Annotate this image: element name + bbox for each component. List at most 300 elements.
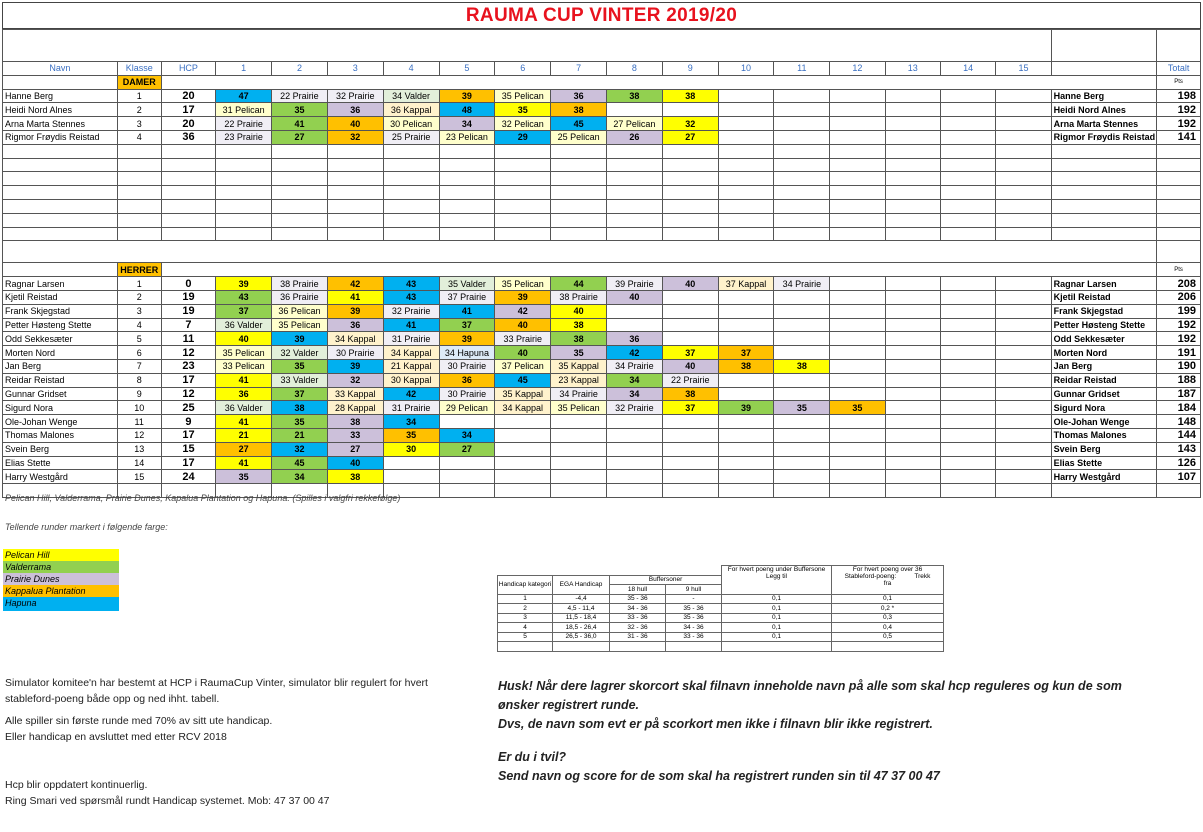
round-score: 40 <box>495 318 551 332</box>
round-empty <box>940 103 995 117</box>
score-table <box>2 29 1201 498</box>
empty-cell <box>3 144 118 158</box>
player-hcp: 12 <box>161 387 216 401</box>
round-score: 34 Kappal <box>327 332 383 346</box>
round-score: 32 <box>327 373 383 387</box>
round-empty <box>885 470 940 484</box>
ref-cell: 0,1 <box>722 623 832 633</box>
round-score: 34 Prairie <box>551 387 607 401</box>
round-empty <box>607 456 663 470</box>
round-score: 25 Pelican <box>551 130 607 144</box>
empty-cell <box>996 484 1051 498</box>
round-empty <box>607 304 663 318</box>
empty-cell <box>885 158 940 172</box>
round-empty <box>718 103 774 117</box>
round-score: 36 Valder <box>216 401 272 415</box>
round-score: 35 <box>830 401 885 415</box>
empty-cell <box>774 484 830 498</box>
empty-cell <box>774 158 830 172</box>
empty-cell <box>607 144 663 158</box>
ref-cell: 35 - 36 <box>666 613 722 623</box>
total-name: Frank Skjegstad <box>1051 304 1157 318</box>
reminder-line-2: ønsker registrert runde. <box>498 698 640 712</box>
round-empty <box>774 346 830 360</box>
empty-cell <box>662 484 718 498</box>
empty-cell <box>718 199 774 213</box>
empty-cell <box>1157 199 1201 213</box>
total-points: 126 <box>1157 456 1201 470</box>
empty-cell <box>996 199 1051 213</box>
spacer-cell <box>3 30 1052 62</box>
ref-cell: 33 - 36 <box>610 613 666 623</box>
player-hcp: 24 <box>161 470 216 484</box>
round-empty <box>774 470 830 484</box>
round-score: 37 <box>216 304 272 318</box>
round-empty <box>885 373 940 387</box>
empty-cell <box>161 213 216 227</box>
empty-cell <box>718 172 774 186</box>
round-score: 40 <box>327 117 383 131</box>
round-score: 30 Kappal <box>383 373 439 387</box>
round-empty <box>885 103 940 117</box>
empty-cell <box>830 484 885 498</box>
total-name: Petter Høsteng Stette <box>1051 318 1157 332</box>
round-score: 38 Prairie <box>551 290 607 304</box>
round-score: 27 <box>439 442 495 456</box>
empty-cell <box>272 172 328 186</box>
round-empty <box>718 470 774 484</box>
round-empty <box>662 428 718 442</box>
round-score: 39 Prairie <box>607 277 663 291</box>
empty-cell <box>1051 144 1157 158</box>
empty-cell <box>495 199 551 213</box>
round-score: 42 <box>383 387 439 401</box>
empty-cell <box>495 484 551 498</box>
round-empty <box>830 442 885 456</box>
round-score: 31 Prairie <box>383 401 439 415</box>
empty-cell <box>1051 227 1157 241</box>
empty-cell <box>161 172 216 186</box>
total-name: Rigmor Frøydis Reistad <box>1051 130 1157 144</box>
total-name: Morten Nord <box>1051 346 1157 360</box>
empty-cell <box>117 213 161 227</box>
round-score: 42 <box>495 304 551 318</box>
ref-empty <box>498 642 553 652</box>
course-color-legend <box>3 549 119 611</box>
round-empty <box>718 442 774 456</box>
round-score: 21 Kappal <box>383 359 439 373</box>
empty-cell <box>383 213 439 227</box>
rule-contact: Ring Smari ved spørsmål rundt Handicap systemet. Mob: 47 37 00 47 <box>5 795 330 807</box>
round-score: 35 <box>551 346 607 360</box>
gap-cell <box>1157 241 1201 263</box>
round-score: 33 Pelican <box>216 359 272 373</box>
player-row <box>3 442 1201 456</box>
empty-cell <box>885 484 940 498</box>
round-empty <box>996 442 1051 456</box>
round-score: 41 <box>216 373 272 387</box>
round-empty <box>662 470 718 484</box>
round-empty <box>996 117 1051 131</box>
player-name: Gunnar Gridset <box>3 387 118 401</box>
round-empty <box>940 290 995 304</box>
player-klasse: 3 <box>117 117 161 131</box>
total-points: 192 <box>1157 117 1201 131</box>
total-points: 188 <box>1157 373 1201 387</box>
round-empty <box>774 456 830 470</box>
round-score: 31 Prairie <box>383 332 439 346</box>
round-empty <box>940 456 995 470</box>
empty-cell <box>117 199 161 213</box>
empty-cell <box>662 158 718 172</box>
player-klasse: 13 <box>117 442 161 456</box>
player-name: Rigmor Frøydis Reistad <box>3 130 118 144</box>
empty-cell <box>551 484 607 498</box>
round-score: 39 <box>718 401 774 415</box>
ref-cell: -4,4 <box>553 594 610 604</box>
total-name: Heidi Nord Alnes <box>1051 103 1157 117</box>
ref-empty <box>553 642 610 652</box>
empty-cell <box>327 199 383 213</box>
empty-cell <box>940 213 995 227</box>
round-score: 30 Pelican <box>383 117 439 131</box>
round-empty <box>830 470 885 484</box>
player-name: Arna Marta Stennes <box>3 117 118 131</box>
empty-cell <box>3 199 118 213</box>
round-score: 48 <box>439 103 495 117</box>
header-klasse: Klasse <box>117 62 161 76</box>
round-score: 37 <box>662 401 718 415</box>
round-score: 34 <box>439 117 495 131</box>
total-name: Svein Berg <box>1051 442 1157 456</box>
empty-cell <box>383 227 439 241</box>
total-points: 198 <box>1157 89 1201 103</box>
empty-cell <box>830 158 885 172</box>
player-row <box>3 387 1201 401</box>
total-name: Ragnar Larsen <box>1051 277 1157 291</box>
empty-cell <box>940 158 995 172</box>
total-name: Gunnar Gridset <box>1051 387 1157 401</box>
round-empty <box>830 117 885 131</box>
player-name: Hanne Berg <box>3 89 118 103</box>
empty-cell <box>1051 158 1157 172</box>
round-score: 23 Kappal <box>551 373 607 387</box>
empty-cell <box>439 158 495 172</box>
ref-cell: 0,1 <box>722 613 832 623</box>
player-name: Odd Sekkesæter <box>3 332 118 346</box>
round-score: 38 <box>718 359 774 373</box>
round-score: 38 <box>272 401 328 415</box>
player-row <box>3 117 1201 131</box>
header-round-11: 11 <box>774 62 830 76</box>
legend-valderrama: Valderrama <box>3 561 119 573</box>
round-empty <box>607 442 663 456</box>
round-empty <box>718 304 774 318</box>
round-score: 40 <box>551 304 607 318</box>
round-empty <box>940 442 995 456</box>
round-empty <box>718 89 774 103</box>
player-hcp: 17 <box>161 103 216 117</box>
total-points: 107 <box>1157 470 1201 484</box>
under-buffer-header: For hvert poeng under Buffersone Legg til <box>722 566 832 595</box>
empty-cell <box>272 199 328 213</box>
round-score: 36 Pelican <box>272 304 328 318</box>
round-score: 23 Prairie <box>216 130 272 144</box>
player-hcp: 23 <box>161 359 216 373</box>
rule-rcv-2018: Eller handicap en avsluttet med etter RCV 2018 <box>5 731 227 743</box>
empty-cell <box>551 199 607 213</box>
empty-cell <box>327 144 383 158</box>
round-empty <box>718 456 774 470</box>
round-empty <box>996 277 1051 291</box>
header-round-7: 7 <box>551 62 607 76</box>
round-empty <box>996 103 1051 117</box>
round-empty <box>662 103 718 117</box>
empty-cell <box>383 144 439 158</box>
round-score: 36 Kappal <box>383 103 439 117</box>
round-score: 34 Hapuna <box>439 346 495 360</box>
round-score: 33 Prairie <box>495 332 551 346</box>
header-round-1: 1 <box>216 62 272 76</box>
round-score: 41 <box>216 456 272 470</box>
empty-cell <box>216 186 272 200</box>
player-row <box>3 130 1201 144</box>
total-name: Elias Stette <box>1051 456 1157 470</box>
rule-hcp-update: Hcp blir oppdatert kontinuerlig. <box>5 779 148 791</box>
empty-cell <box>383 158 439 172</box>
round-empty <box>495 415 551 429</box>
round-score: 27 <box>662 130 718 144</box>
total-name: Arna Marta Stennes <box>1051 117 1157 131</box>
ega-header: EGA Handicap <box>553 575 610 594</box>
round-score: 39 <box>327 304 383 318</box>
round-score: 40 <box>495 346 551 360</box>
empty-cell <box>3 186 118 200</box>
round-score: 41 <box>272 117 328 131</box>
ref-cell: 4,5 - 11,4 <box>553 604 610 614</box>
player-klasse: 9 <box>117 387 161 401</box>
section-fill <box>161 75 1156 89</box>
round-score: 36 Valder <box>216 318 272 332</box>
empty-cell <box>830 172 885 186</box>
round-score: 35 Pelican <box>495 89 551 103</box>
round-score: 28 Kappal <box>327 401 383 415</box>
round-score: 35 <box>216 470 272 484</box>
round-empty <box>718 387 774 401</box>
round-empty <box>885 401 940 415</box>
player-row <box>3 359 1201 373</box>
round-empty <box>551 428 607 442</box>
round-empty <box>774 442 830 456</box>
player-hcp: 19 <box>161 290 216 304</box>
header-totalt: Totalt <box>1157 62 1201 76</box>
empty-cell <box>117 186 161 200</box>
round-empty <box>830 130 885 144</box>
round-empty <box>718 373 774 387</box>
round-empty <box>774 103 830 117</box>
round-score: 40 <box>662 359 718 373</box>
round-empty <box>662 415 718 429</box>
round-score: 41 <box>327 290 383 304</box>
empty-cell <box>327 158 383 172</box>
empty-cell <box>662 213 718 227</box>
reminder-contact: Send navn og score for de som skal ha registrert runden sin til 47 37 00 47 <box>498 769 940 783</box>
empty-cell <box>940 199 995 213</box>
round-score: 36 <box>327 103 383 117</box>
section-fill <box>161 263 1156 277</box>
player-hcp: 20 <box>161 117 216 131</box>
round-empty <box>607 318 663 332</box>
empty-cell <box>551 227 607 241</box>
round-empty <box>495 470 551 484</box>
round-score: 36 <box>439 373 495 387</box>
empty-cell <box>216 213 272 227</box>
round-empty <box>774 415 830 429</box>
empty-cell <box>718 484 774 498</box>
empty-cell <box>117 227 161 241</box>
empty-cell <box>495 172 551 186</box>
player-name: Morten Nord <box>3 346 118 360</box>
round-empty <box>830 415 885 429</box>
round-empty <box>830 290 885 304</box>
round-score: 43 <box>383 277 439 291</box>
ref-cell: 5 <box>498 632 553 642</box>
header-hcp: HCP <box>161 62 216 76</box>
empty-cell <box>718 144 774 158</box>
empty-cell <box>327 227 383 241</box>
player-klasse: 8 <box>117 373 161 387</box>
round-score: 35 Pelican <box>551 401 607 415</box>
round-empty <box>996 359 1051 373</box>
round-empty <box>718 332 774 346</box>
pts-label: Pts <box>1157 75 1201 89</box>
player-row <box>3 415 1201 429</box>
empty-cell <box>718 158 774 172</box>
empty-cell <box>3 172 118 186</box>
player-name: Ole-Johan Wenge <box>3 415 118 429</box>
ref-empty <box>610 642 666 652</box>
round-empty <box>996 387 1051 401</box>
player-klasse: 11 <box>117 415 161 429</box>
round-score: 26 <box>607 130 663 144</box>
player-name: Kjetil Reistad <box>3 290 118 304</box>
round-empty <box>830 332 885 346</box>
empty-cell <box>1051 213 1157 227</box>
empty-cell <box>774 227 830 241</box>
ref-cell: 35 - 36 <box>666 604 722 614</box>
round-empty <box>830 89 885 103</box>
empty-cell <box>495 227 551 241</box>
player-hcp: 17 <box>161 373 216 387</box>
ref-cell: 0,1 <box>832 594 944 604</box>
handicap-reference-table <box>497 565 944 652</box>
round-score: 38 <box>551 103 607 117</box>
round-score: 27 Pelican <box>607 117 663 131</box>
round-score: 39 <box>439 89 495 103</box>
player-klasse: 2 <box>117 290 161 304</box>
round-score: 41 <box>383 318 439 332</box>
round-empty <box>662 456 718 470</box>
round-score: 22 Prairie <box>272 89 328 103</box>
round-empty <box>996 290 1051 304</box>
empty-cell <box>774 186 830 200</box>
ref-cell: 1 <box>498 594 553 604</box>
round-score: 35 Pelican <box>272 318 328 332</box>
round-empty <box>830 387 885 401</box>
round-empty <box>830 318 885 332</box>
ref-cell: 0,3 <box>832 613 944 623</box>
round-score: 39 <box>216 277 272 291</box>
round-empty <box>885 332 940 346</box>
empty-cell <box>996 186 1051 200</box>
round-empty <box>718 428 774 442</box>
round-score: 40 <box>327 456 383 470</box>
round-empty <box>718 415 774 429</box>
empty-cell <box>383 199 439 213</box>
spacer-cell <box>1157 30 1201 62</box>
empty-cell <box>718 186 774 200</box>
ref-empty <box>722 642 832 652</box>
round-empty <box>996 401 1051 415</box>
round-score: 35 <box>383 428 439 442</box>
total-points: 206 <box>1157 290 1201 304</box>
empty-cell <box>117 172 161 186</box>
round-empty <box>885 304 940 318</box>
herrer-badge: HERRER <box>117 263 161 277</box>
empty-cell <box>439 213 495 227</box>
total-points: 184 <box>1157 401 1201 415</box>
round-empty <box>607 103 663 117</box>
empty-cell <box>272 186 328 200</box>
empty-cell <box>662 186 718 200</box>
player-klasse: 6 <box>117 346 161 360</box>
round-score: 37 Prairie <box>439 290 495 304</box>
round-score: 35 Valder <box>439 277 495 291</box>
round-score: 38 <box>662 89 718 103</box>
round-empty <box>718 117 774 131</box>
empty-cell <box>1051 172 1157 186</box>
empty-cell <box>3 213 118 227</box>
empty-cell <box>495 213 551 227</box>
empty-cell <box>3 158 118 172</box>
courses-note: Pelican Hill, Valderrama, Prairie Dunes, Kapalua Plantation og Hapuna. (Spilles i valgfri rekkefølge) <box>5 493 401 503</box>
empty-cell <box>662 227 718 241</box>
empty-cell <box>996 227 1051 241</box>
player-row <box>3 346 1201 360</box>
round-score: 36 <box>216 387 272 401</box>
empty-cell <box>383 186 439 200</box>
round-score: 39 <box>495 290 551 304</box>
round-score: 21 <box>216 428 272 442</box>
round-empty <box>439 470 495 484</box>
empty-cell <box>439 227 495 241</box>
round-score: 35 <box>272 415 328 429</box>
empty-cell <box>885 144 940 158</box>
round-empty <box>551 470 607 484</box>
round-empty <box>439 456 495 470</box>
player-name: Reidar Reistad <box>3 373 118 387</box>
empty-cell <box>996 213 1051 227</box>
damer-badge: DAMER <box>117 75 161 89</box>
round-score: 40 <box>662 277 718 291</box>
player-hcp: 0 <box>161 277 216 291</box>
pts-label: Pts <box>1157 263 1201 277</box>
round-empty <box>996 373 1051 387</box>
player-klasse: 15 <box>117 470 161 484</box>
empty-cell <box>161 158 216 172</box>
empty-cell <box>830 144 885 158</box>
round-score: 29 Pelican <box>439 401 495 415</box>
